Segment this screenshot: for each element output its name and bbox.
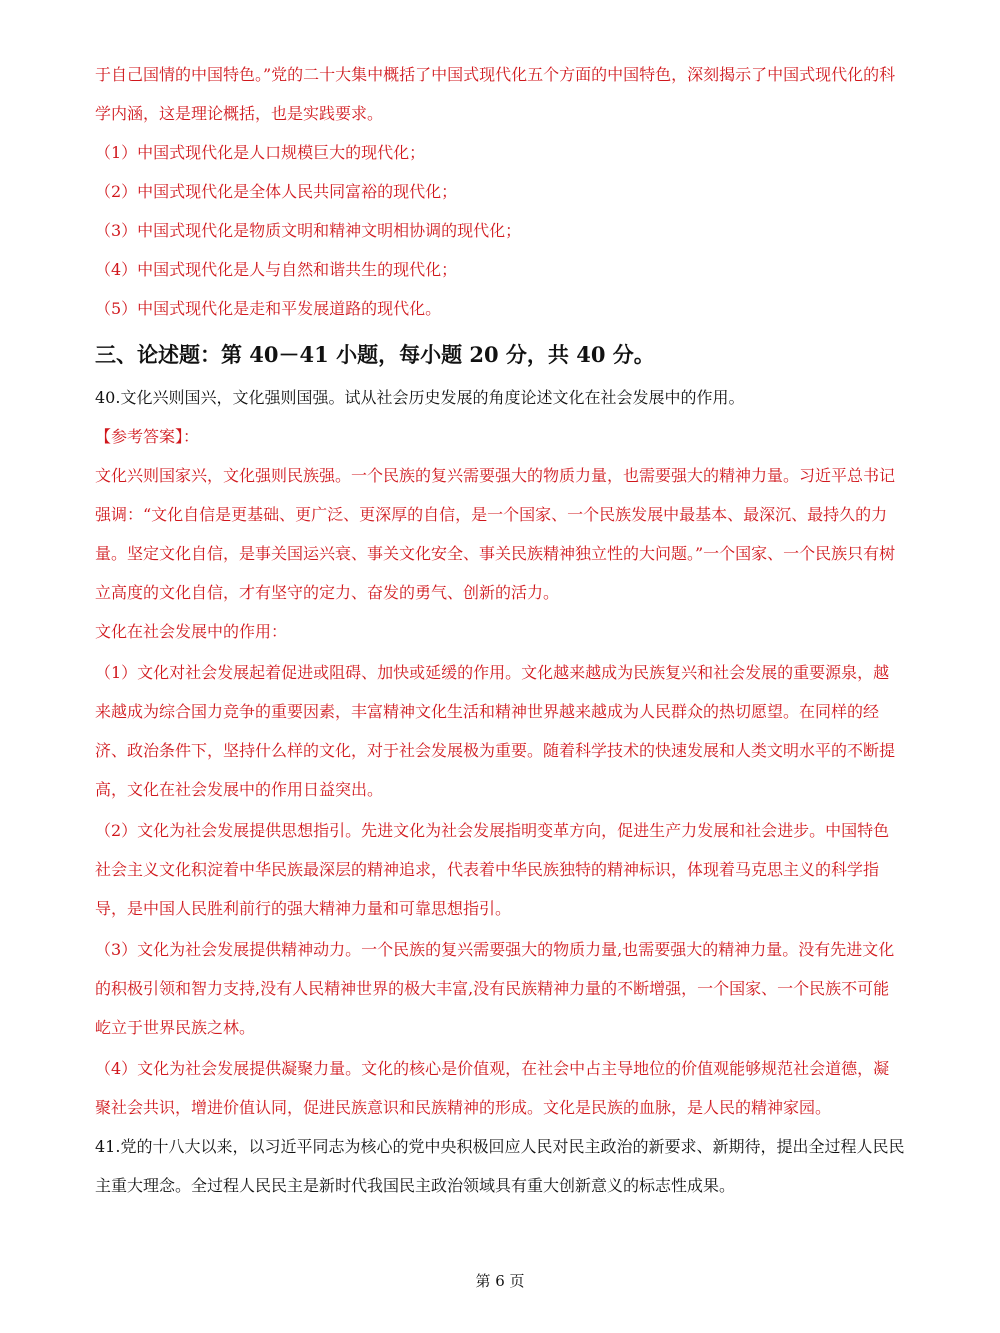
answer-label: 【参考答案】： [95,427,200,446]
answer-point: （2）文化为社会发展提供思想指引。先进文化为社会发展指明变革方向，促进生产力发展和社会进步。中国特色社会主义文化积淀着中华民族最深层的精神追求，代表着中华民族独特的精神标识，体现着马克思主义的科学指导，是中国人民胜利前行的强大精神力量和可靠思想指引。 [95,821,890,918]
feature-item: （2）中国式现代化是全体人民共同富裕的现代化； [95,182,458,201]
answer-point: （4）文化为社会发展提供凝聚力量。文化的核心是价值观，在社会中占主导地位的价值观能够规范社会道德，凝聚社会共识，增进价值认同，促进民族意识和民族精神的形成。文化是民族的血脉，是人民的精神家园。 [95,1059,890,1117]
page-number: 第 6 页 [475,1272,525,1290]
feature-item: （3）中国式现代化是物质文明和精神文明相协调的现代化； [95,221,522,240]
feature-item: （1）中国式现代化是人口规模巨大的现代化； [95,143,426,162]
roles-label: 文化在社会发展中的作用： [95,622,288,641]
answer-point: （1）文化对社会发展起着促进或阻碍、加快或延缓的作用。文化越来越成为民族复兴和社会发展的重要源泉，越来越成为综合国力竞争的重要因素，丰富精神文化生活和精神世界越来越成为人民群众的热切愿望。在同样的经济、政治条件下，坚持什么样的文化，对于社会发展极为重要。随着科学技术的快速发展和人类文明水平的不断提高，文化在社会发展中的作用日益突出。 [95,663,896,799]
answer-point: （3）文化为社会发展提供精神动力。一个民族的复兴需要强大的物质力量,也需要强大的精神力量。没有先进文化的积极引领和智力支持,没有人民精神世界的极大丰富,没有民族精神力量的不断增强，一个国家、一个民族不可能屹立于世界民族之林。 [95,940,895,1037]
section-heading: 三、论述题：第 40－41 小题，每小题 20 分，共 40 分。 [95,342,655,367]
feature-item: （4）中国式现代化是人与自然和谐共生的现代化； [95,260,458,279]
answer-intro: 文化兴则国家兴，文化强则民族强。一个民族的复兴需要强大的物质力量，也需要强大的精神力量。习近平总书记强调：“文化自信是更基础、更广泛、更深厚的自信，是一个国家、一个民族发展中最基本、最深沉、最持久的力量。坚定文化自信，是事关国运兴衰、事关文化安全、事关民族精神独立性的大问题。”一个国家、一个民族只有树立高度的文化自信，才有坚守的定力、奋发的勇气、创新的活力。 [95,466,896,602]
intro-paragraph: 于自己国情的中国特色。”党的二十大集中概括了中国式现代化五个方面的中国特色，深刻揭示了中国式现代化的科学内涵，这是理论概括，也是实践要求。 [95,65,896,123]
question-41: 41.党的十八大以来，以习近平同志为核心的党中央积极回应人民对民主政治的新要求、新期待，提出全过程人民民主重大理念。全过程人民民主是新时代我国民主政治领域具有重大创新意义的标志性成果。 [95,1137,905,1195]
feature-item: （5）中国式现代化是走和平发展道路的现代化。 [95,299,442,318]
feature-list [95,133,905,328]
question-40: 40.文化兴则国兴，文化强则国强。试从社会历史发展的角度论述文化在社会发展中的作用。 [95,388,745,407]
